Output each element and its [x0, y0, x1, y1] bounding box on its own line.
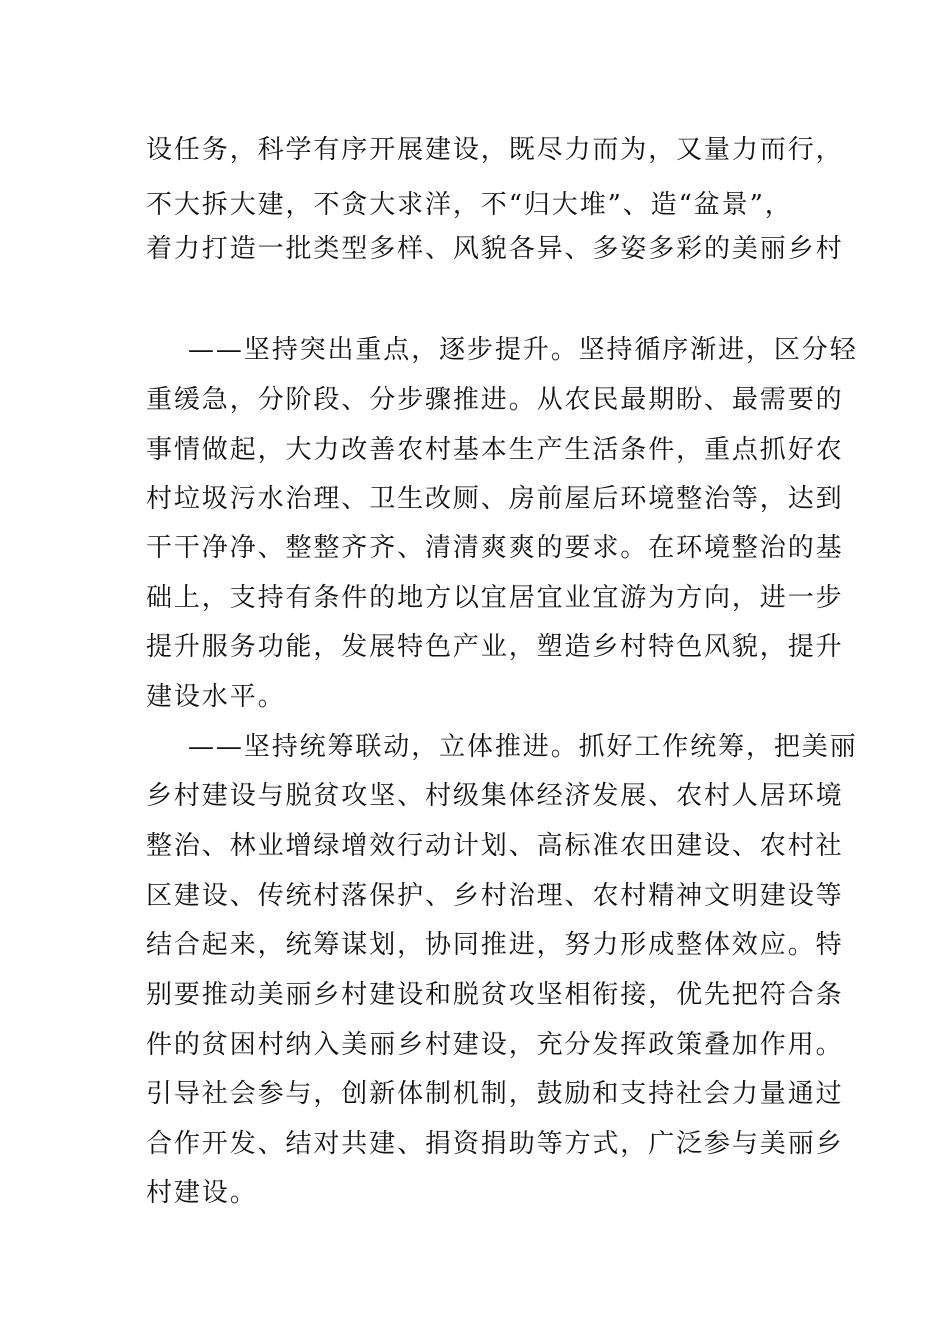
text-line: 不大拆大建，不贪大求洋，不“归大堆”、造“盆景”， — [146, 190, 793, 220]
text-line: 结合起来，统筹谋划，协同推进，努力形成整体效应。特 — [146, 930, 844, 960]
text-line: 别要推动美丽乡村建设和脱贫攻坚相衔接，优先把符合条 — [146, 980, 844, 1010]
text-line: 引导社会参与，创新体制机制，鼓励和支持社会力量通过 — [146, 1079, 844, 1109]
text-line: 重缓急，分阶段、分步骤推进。从农民最期盼、最需要的 — [146, 385, 844, 415]
text-line: 设任务，科学有序开展建设，既尽力而为，又量力而行， — [146, 135, 844, 165]
text-line: 村建设。 — [146, 1178, 258, 1208]
text-line: ——坚持统筹联动，立体推进。抓好工作统筹，把美丽 — [188, 732, 858, 762]
text-line: 提升服务功能，发展特色产业，塑造乡村特色风貌，提升 — [146, 632, 844, 662]
text-line: 乡村建设与脱贫攻坚、村级集体经济发展、农村人居环境 — [146, 781, 844, 811]
text-line: 事情做起，大力改善农村基本生产生活条件，重点抓好农 — [146, 435, 844, 465]
text-line: 区建设、传统村落保护、乡村治理、农村精神文明建设等 — [146, 881, 844, 911]
text-line: 着力打造一批类型多样、风貌各异、多姿多彩的美丽乡村 — [146, 234, 844, 264]
text-line: ——坚持突出重点，逐步提升。坚持循序渐进，区分轻 — [188, 335, 858, 365]
text-line: 干干净净、整整齐齐、清清爽爽的要求。在环境整治的基 — [146, 533, 844, 563]
text-line: 建设水平。 — [146, 682, 286, 712]
text-line: 整治、林业增绿增效行动计划、高标准农田建设、农村社 — [146, 831, 844, 861]
text-line: 合作开发、结对共建、捐资捐助等方式，广泛参与美丽乡 — [146, 1129, 844, 1159]
text-line: 村垃圾污水治理、卫生改厕、房前屋后环境整治等，达到 — [146, 484, 844, 514]
text-line: 础上，支持有条件的地方以宜居宜业宜游为方向，进一步 — [146, 583, 844, 613]
text-line: 件的贫困村纳入美丽乡村建设，充分发挥政策叠加作用。 — [146, 1030, 844, 1060]
